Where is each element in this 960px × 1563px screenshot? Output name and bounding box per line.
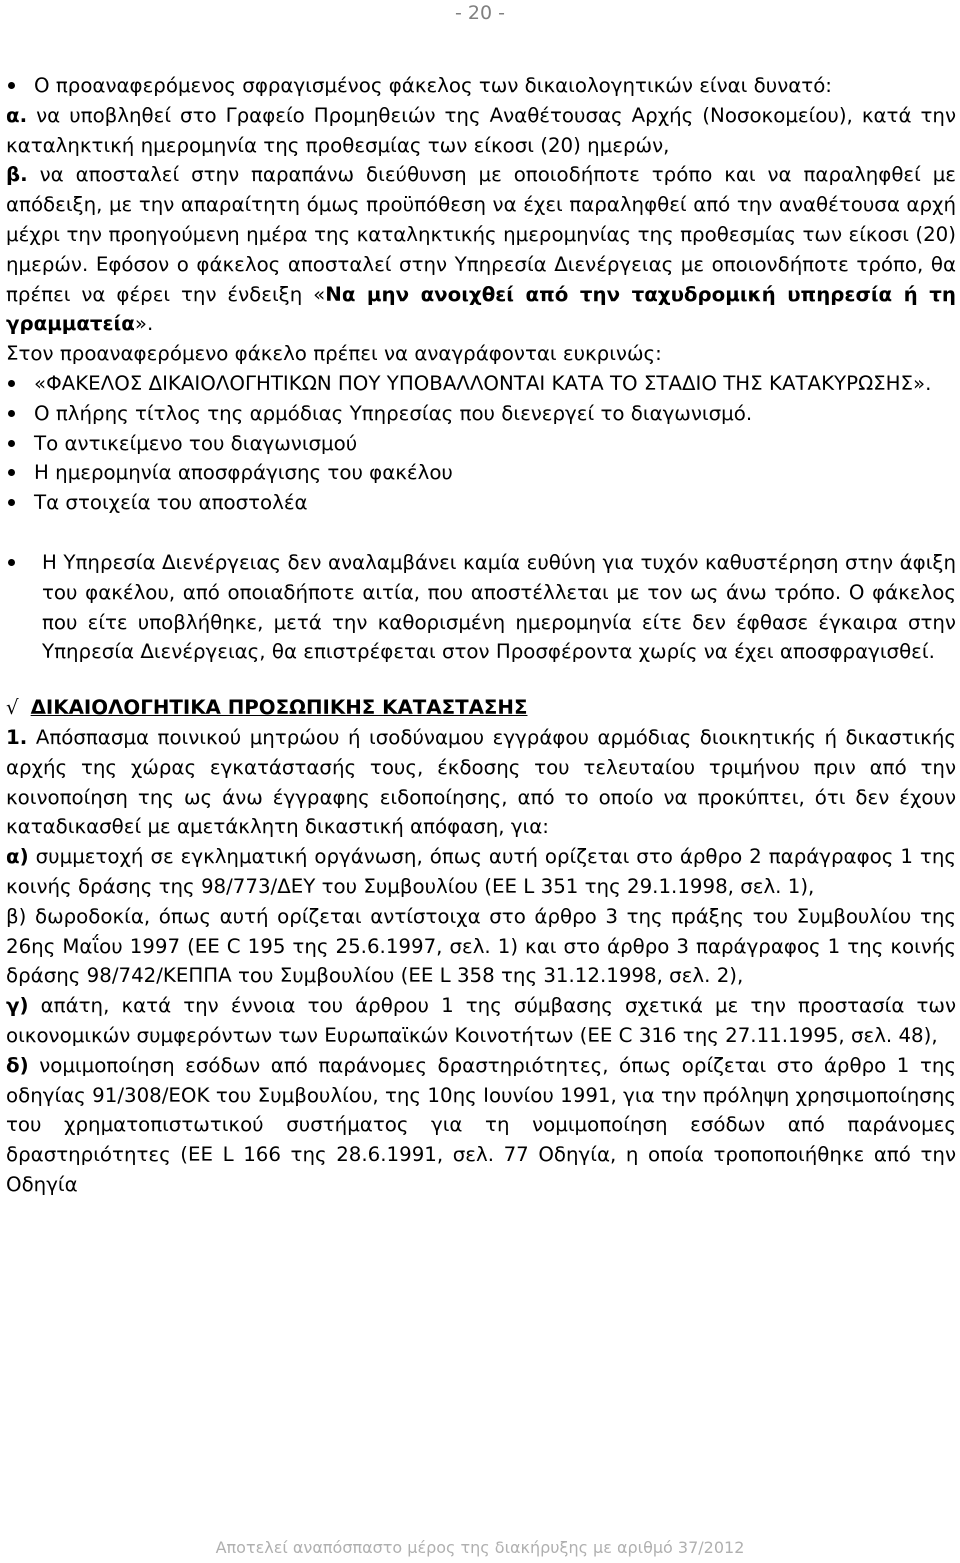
item-a xyxy=(6,101,956,161)
envelope-item: Τα στοιχεία του αποστολέα xyxy=(6,488,956,518)
check-icon: √ xyxy=(6,696,19,720)
point-1-text: Απόσπασμα ποινικού μητρώου ή ισοδύναμου εγγράφου αρμόδιας διοικητικής ή δικαστικής αρχής της χώρας εγκατάστασής τους, έκδοσης του τελευταίου τριμήνου πριν από την κοινοποίηση της ως άνω έγγραφης ειδοποίησης, από το οποίο να προκύπτει, ότι δεν έχουν καταδικασθεί με αμετάκλητη δικαστική απόφαση, για: xyxy=(6,725,956,839)
sub-item-d-text: νομιμοποίηση εσόδων από παράνομες δραστηριότητες, όπως ορίζεται στο άρθρο 1 της οδηγίας 91/308/ΕΟΚ του Συμβουλίου, της 10ης Ιουνίου 1991, για την πρόληψη χρησιμοποίησης του χρηματοπιστωτικού συστήματος για τη νομιμοποίηση εσόδων από παράνομες δραστηριότητες (ΕΕ L 166 της 28.6.1991, σελ. 77 Οδηγία, η οποία τροποποιήθηκε από την Οδηγία xyxy=(6,1053,956,1196)
sub-item-d-label: δ) xyxy=(6,1053,29,1077)
sub-item-b: β) δωροδοκία, όπως αυτή ορίζεται αντίστοιχα στο άρθρο 3 της πράξης του Συμβουλίου της 26ης Μαΐου 1997 (ΕΕ C 195 της 25.6.1997, σελ. 1) και στο άρθρο 3 παράγραφος 1 της κοινής δράσης 98/742/ΚΕΠΠΑ του Συμβουλίου (ΕΕ L 358 της 31.12.1998, σελ. 2), xyxy=(6,904,956,988)
sub-item-d xyxy=(6,1051,956,1200)
item-b-bold: Να μην ανοιχθεί από την ταχυδρομική υπηρεσία ή τη γραμματεία xyxy=(6,282,956,336)
envelope-item: Το αντικείμενο του διαγωνισμού xyxy=(6,429,956,459)
page-number: - 20 - xyxy=(455,2,505,24)
sub-item-a xyxy=(6,842,956,902)
item-a-text: να υποβληθεί στο Γραφείο Προμηθειών της Αναθέτουσας Αρχής (Νοσοκομείου), κατά την καταληκτική ημερομηνία της προθεσμίας των είκοσι (20) ημερών, xyxy=(6,103,956,157)
sub-item-a-label: α) xyxy=(6,845,29,869)
envelope-item: «ΦΑΚΕΛΟΣ ΔΙΚΑΙΟΛΟΓΗΤΙΚΩΝ ΠΟΥ ΥΠΟΒΑΛΛΟΝΤΑΙ ΚΑΤΑ ΤΟ ΣΤΑΔΙΟ ΤΗΣ ΚΑΤΑΚΥΡΩΣΗΣ». xyxy=(6,369,956,399)
item-b-label: β. xyxy=(6,163,28,187)
section-heading xyxy=(6,693,956,723)
point-1 xyxy=(6,723,956,842)
bullet-intro: Ο προαναφερόμενος σφραγισμένος φάκελος των δικαιολογητικών είναι δυνατό: xyxy=(6,71,956,101)
item-a-label: α. xyxy=(6,103,28,127)
item-b-text: να αποσταλεί στην παραπάνω διεύθυνση με οποιοδήποτε τρόπο και να παραληφθεί με απόδειξη, με την απαραίτητη όμως προϋπόθεση να έχει παραληφθεί από την αναθέτουσα αρχή μέχρι την προηγούμενη ημέρα της καταληκτικής ημερομηνίας της προθεσμίας των είκοσι (20) ημερών. Εφόσον ο φάκελος αποσταλεί στην Υπηρεσία Διενέργειας με οποιονδήποτε τρόπο, θα πρέπει να φέρει την ένδειξη « xyxy=(6,163,956,306)
document-body xyxy=(6,71,956,1200)
sub-item-c-text: απάτη, κατά την έννοια του άρθρου 1 της σύμβασης σχετικά με την προστασία των οικονομικών συμφερόντων των Ευρωπαϊκών Κοινοτήτων (ΕΕ C 316 της 27.11.1995, σελ. 48), xyxy=(6,994,956,1047)
envelope-intro: Στον προαναφερόμενο φάκελο πρέπει να αναγράφονται ευκρινώς: xyxy=(6,342,662,366)
point-1-label: 1. xyxy=(6,725,28,749)
sub-item-a-text: συμμετοχή σε εγκληματική οργάνωση, όπως αυτή ορίζεται στο άρθρο 2 παράγραφος 1 της κοινής δράσης της 98/773/ΔΕΥ του Συμβουλίου (ΕΕ L 351 της 29.1.1998, σελ. 1), xyxy=(6,845,956,898)
liability-paragraph: Η Υπηρεσία Διενέργειας δεν αναλαμβάνει καμία ευθύνη για τυχόν καθυστέρηση στην άφιξη του φακέλου, από οποιαδήποτε αιτία, που αποστέλλεται με τον ως άνω τρόπο. Ο φάκελος που είτε υποβλήθηκε, μετά την καθορισμένη ημερομηνία είτε δεν έφθασε έγκαιρα στην Υπηρεσία Διενέργειας, θα επιστρέφεται στον Προσφέροντα χωρίς να έχει αποσφραγισθεί. xyxy=(6,548,956,667)
sub-item-c xyxy=(6,991,956,1051)
envelope-item: Ο πλήρης τίτλος της αρμόδιας Υπηρεσίας που διενεργεί το διαγωνισμό. xyxy=(6,399,956,429)
envelope-item: Η ημερομηνία αποσφράγισης του φακέλου xyxy=(6,458,956,488)
item-b-end: ». xyxy=(134,312,154,336)
item-b xyxy=(6,160,956,339)
sub-item-c-label: γ) xyxy=(6,994,29,1018)
page-footer: Αποτελεί αναπόσπαστο μέρος της διακήρυξης με αριθμό 37/2012 xyxy=(215,1538,745,1557)
section-title: ΔΙΚΑΙΟΛΟΓΗΤΙΚΑ ΠΡΟΣΩΠΙΚΗΣ ΚΑΤΑΣΤΑΣΗΣ xyxy=(30,696,528,720)
